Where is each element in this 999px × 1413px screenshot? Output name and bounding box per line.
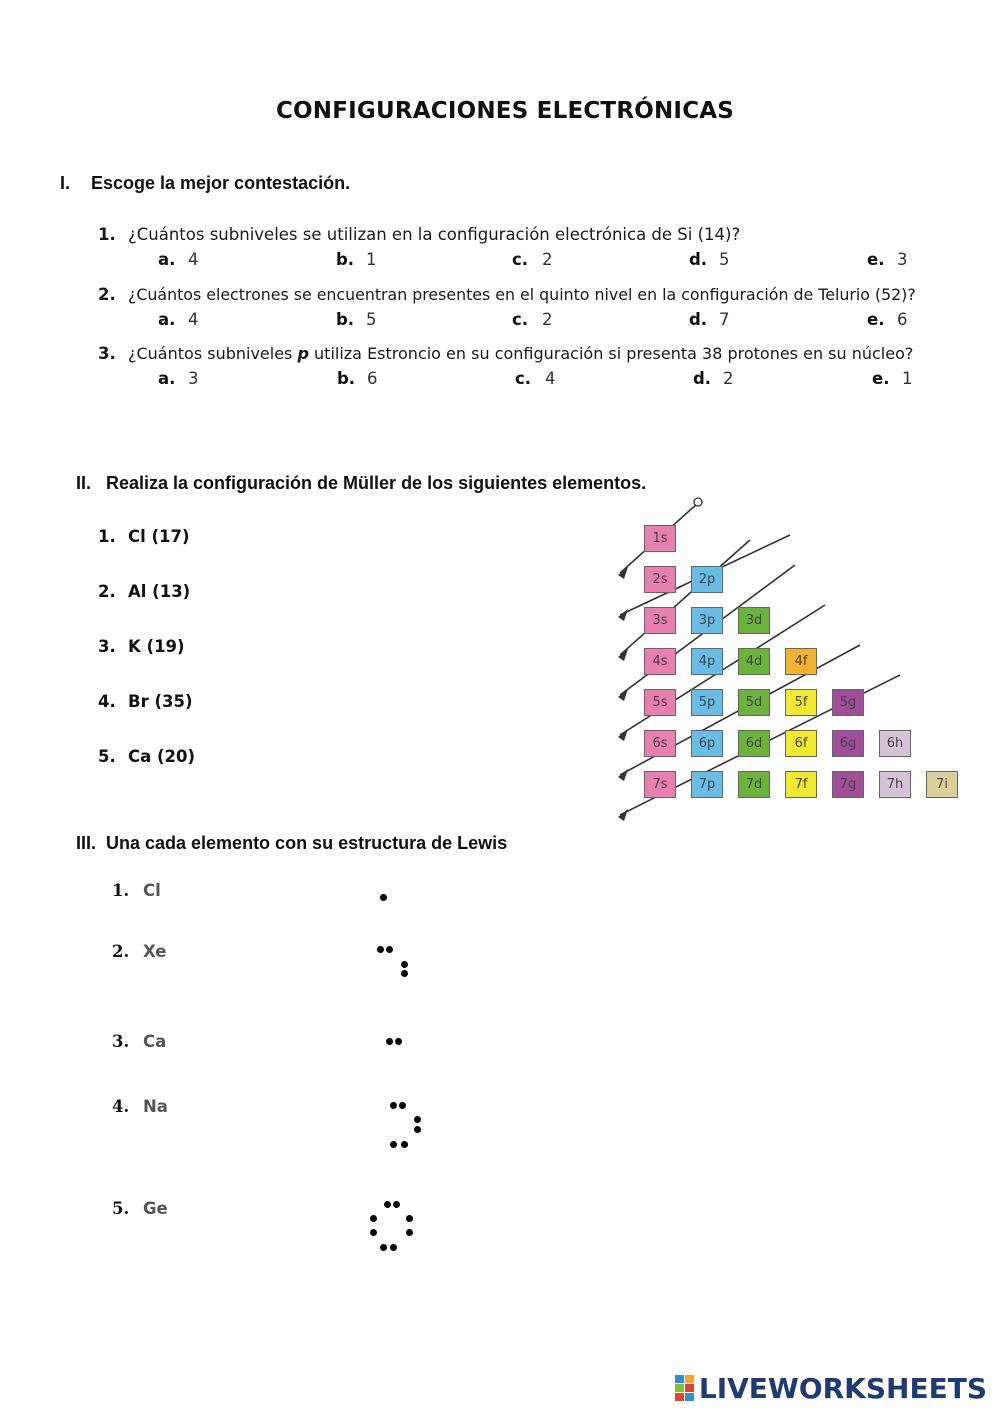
orbital-3s: 3s (644, 607, 676, 634)
electron-dot (390, 1244, 397, 1251)
question-3 (98, 344, 913, 363)
electron-dot (390, 1141, 397, 1148)
section-2-title: Realiza la configuración de Müller de los siguientes elementos. (106, 473, 647, 493)
electron-dot (390, 1102, 397, 1109)
question-1 (98, 225, 740, 244)
electron-dot (401, 961, 408, 968)
electron-dot (406, 1215, 413, 1222)
question-2 (98, 285, 916, 304)
orbital-6d: 6d (738, 730, 770, 757)
orbital-4d: 4d (738, 648, 770, 675)
electron-dot (386, 946, 393, 953)
section-2-heading (76, 473, 646, 494)
section-3-heading (76, 833, 507, 854)
section-3-title: Una cada elemento con su estructura de Lewis (106, 833, 508, 853)
q1-option-b[interactable]: b. 1 (336, 250, 377, 269)
section-1-numeral: I. (60, 173, 71, 193)
orbital-4s: 4s (644, 648, 676, 675)
lewis-item-5[interactable]: 5. Ge (112, 1199, 168, 1218)
muller-item-3: 3. K (19) (98, 637, 185, 656)
q1-option-e[interactable]: e. 3 (867, 250, 908, 269)
orbital-7g: 7g (832, 771, 864, 798)
q2-option-d[interactable]: d. 7 (689, 310, 730, 329)
orbital-6f: 6f (785, 730, 817, 757)
electron-dot (401, 1141, 408, 1148)
question-3-number: 3. (98, 344, 116, 363)
electron-dot (406, 1229, 413, 1236)
electron-dot (414, 1116, 421, 1123)
question-1-number: 1. (98, 225, 116, 244)
orbital-7h: 7h (879, 771, 911, 798)
liveworksheets-logo[interactable] (675, 1372, 987, 1405)
lewis-item-2[interactable]: 2. Xe (112, 942, 167, 961)
q2-option-a[interactable]: a. 4 (158, 310, 199, 329)
orbital-5p: 5p (691, 689, 723, 716)
question-2-number: 2. (98, 285, 116, 304)
orbital-5g: 5g (832, 689, 864, 716)
orbital-7i: 7i (926, 771, 958, 798)
q2-option-b[interactable]: b. 5 (336, 310, 377, 329)
orbital-5s: 5s (644, 689, 676, 716)
section-3-numeral: III. (76, 833, 97, 853)
muller-item-5: 5. Ca (20) (98, 747, 196, 766)
section-2-numeral: II. (76, 473, 92, 493)
electron-dot (370, 1215, 377, 1222)
lewis-item-1[interactable]: 1. Cl (112, 881, 161, 900)
orbital-7s: 7s (644, 771, 676, 798)
orbital-6s: 6s (644, 730, 676, 757)
q2-option-e[interactable]: e. 6 (867, 310, 908, 329)
question-2-text: ¿Cuántos electrones se encuentran presentes en el quinto nivel en la configuración de Telurio (52)? (128, 285, 916, 304)
orbital-6g: 6g (832, 730, 864, 757)
lewis-item-3[interactable]: 3. Ca (112, 1032, 167, 1051)
orbital-4f: 4f (785, 648, 817, 675)
orbital-3p: 3p (691, 607, 723, 634)
q3-option-b[interactable]: b. 6 (337, 369, 378, 388)
q3-option-a[interactable]: a. 3 (158, 369, 199, 388)
q1-option-a[interactable]: a. 4 (158, 250, 199, 269)
orbital-5d: 5d (738, 689, 770, 716)
orbital-6h: 6h (879, 730, 911, 757)
section-1-heading (60, 173, 350, 194)
question-3-text: ¿Cuántos subniveles p utiliza Estroncio en su configuración si presenta 38 protones en su núcleo? (128, 344, 914, 363)
muller-item-2: 2. Al (13) (98, 582, 191, 601)
lewis-item-4[interactable]: 4. Na (112, 1097, 168, 1116)
electron-dot (380, 894, 387, 901)
orbital-2s: 2s (644, 566, 676, 593)
electron-dot (377, 946, 384, 953)
electron-dot (384, 1201, 391, 1208)
q2-option-c[interactable]: c. 2 (512, 310, 553, 329)
electron-dot (393, 1201, 400, 1208)
q1-option-c[interactable]: c. 2 (512, 250, 553, 269)
muller-diagram (610, 495, 960, 825)
electron-dot (401, 970, 408, 977)
electron-dot (380, 1244, 387, 1251)
q3-option-c[interactable]: c. 4 (515, 369, 556, 388)
section-1-title: Escoge la mejor contestación. (91, 173, 351, 193)
q3-option-e[interactable]: e. 1 (872, 369, 913, 388)
q3-option-d[interactable]: d. 2 (693, 369, 734, 388)
electron-dot (370, 1229, 377, 1236)
muller-item-4: 4. Br (35) (98, 692, 193, 711)
orbital-2p: 2p (691, 566, 723, 593)
orbital-5f: 5f (785, 689, 817, 716)
orbital-3d: 3d (738, 607, 770, 634)
orbital-6p: 6p (691, 730, 723, 757)
muller-item-1: 1. Cl (17) (98, 527, 190, 546)
orbital-7f: 7f (785, 771, 817, 798)
orbital-4p: 4p (691, 648, 723, 675)
orbital-1s: 1s (644, 525, 676, 552)
electron-dot (399, 1102, 406, 1109)
question-1-text: ¿Cuántos subniveles se utilizan en la configuración electrónica de Si (14)? (128, 225, 741, 244)
liveworksheets-badge-icon (675, 1375, 695, 1401)
orbital-7p: 7p (691, 771, 723, 798)
electron-dot (395, 1038, 402, 1045)
electron-dot (414, 1126, 421, 1133)
page-title: CONFIGURACIONES ELECTRÓNICAS (275, 98, 735, 124)
electron-dot (386, 1038, 393, 1045)
liveworksheets-wordmark: LIVEWORKSHEETS (698, 1372, 987, 1405)
orbital-7d: 7d (738, 771, 770, 798)
q1-option-d[interactable]: d. 5 (689, 250, 730, 269)
